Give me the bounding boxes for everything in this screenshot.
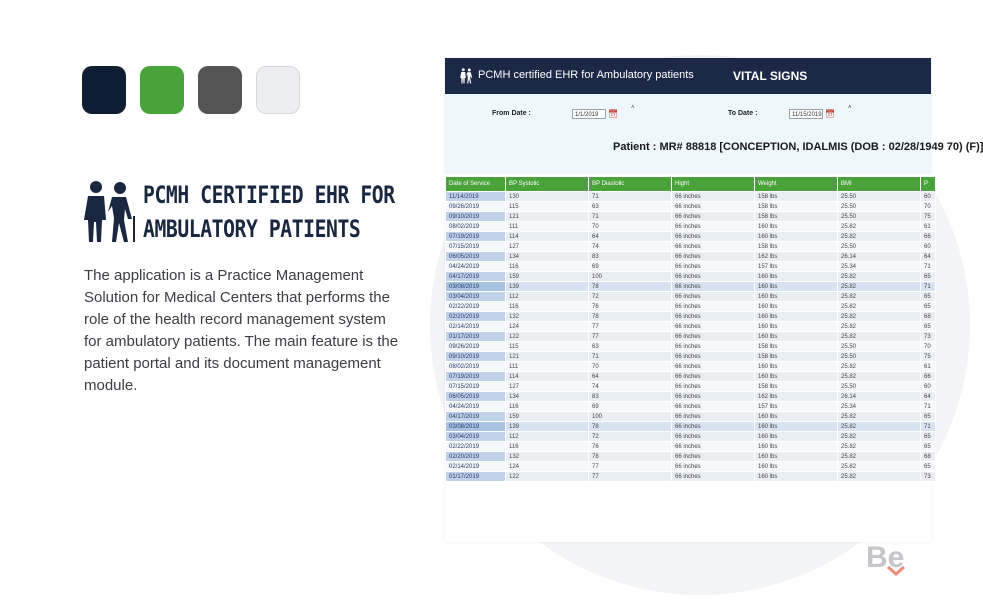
table-cell: 139 — [506, 422, 589, 432]
swatch-dark-gray — [198, 66, 242, 114]
table-cell: 70 — [589, 362, 672, 372]
table-cell: 71 — [921, 262, 936, 272]
table-row[interactable] — [446, 352, 936, 362]
table-cell: 65 — [921, 462, 936, 472]
table-cell: 65 — [921, 412, 936, 422]
table-cell: 160 lbs — [755, 312, 838, 322]
table-cell: 63 — [589, 342, 672, 352]
table-row[interactable] — [446, 412, 936, 422]
table-row[interactable] — [446, 332, 936, 342]
swatch-navy — [82, 66, 126, 114]
from-date-label: From Date : — [492, 110, 531, 117]
table-cell: 66 inches — [672, 212, 755, 222]
table-cell: 71 — [589, 352, 672, 362]
column-header[interactable]: Weight — [755, 177, 838, 192]
table-row[interactable] — [446, 242, 936, 252]
table-cell: 114 — [506, 232, 589, 242]
table-cell: 60 — [921, 192, 936, 202]
table-cell: 25.50 — [838, 242, 921, 252]
table-cell: 122 — [506, 472, 589, 482]
date-cell: 08/02/2019 — [446, 222, 506, 232]
table-row[interactable] — [446, 292, 936, 302]
table-cell: 112 — [506, 432, 589, 442]
date-cell: 02/14/2019 — [446, 322, 506, 332]
table-cell: 115 — [506, 202, 589, 212]
table-cell: 100 — [589, 272, 672, 282]
table-cell: 61 — [921, 222, 936, 232]
table-cell: 25.82 — [838, 282, 921, 292]
date-cell: 09/10/2019 — [446, 212, 506, 222]
table-cell: 121 — [506, 212, 589, 222]
table-cell: 68 — [921, 312, 936, 322]
table-cell: 115 — [506, 342, 589, 352]
app-header — [445, 58, 931, 94]
app-screenshot — [445, 58, 983, 542]
table-cell: 158 lbs — [755, 242, 838, 252]
table-cell: 158 lbs — [755, 202, 838, 212]
table-cell: 158 lbs — [755, 382, 838, 392]
swatch-light-gray — [256, 66, 300, 114]
table-cell: 160 lbs — [755, 372, 838, 382]
table-cell: 116 — [506, 402, 589, 412]
table-cell: 66 inches — [672, 192, 755, 202]
column-header[interactable]: BMI — [838, 177, 921, 192]
table-cell: 160 lbs — [755, 292, 838, 302]
table-cell: 160 lbs — [755, 472, 838, 482]
date-cell: 11/14/2019 — [446, 192, 506, 202]
table-cell: 160 lbs — [755, 272, 838, 282]
date-cell: 03/08/2019 — [446, 282, 506, 292]
date-cell: 03/04/2019 — [446, 292, 506, 302]
date-cell: 02/14/2019 — [446, 462, 506, 472]
page-title: VITAL SIGNS — [733, 69, 808, 83]
hero-description: The application is a Practice Management Solution for Medical Centers that performs the role of the health record management system for ambulatory patients. The main feature is the patient portal and its document management module. — [84, 267, 399, 394]
table-cell: 74 — [589, 382, 672, 392]
table-cell: 75 — [921, 352, 936, 362]
table-cell: 64 — [921, 392, 936, 402]
table-cell: 116 — [506, 302, 589, 312]
date-cell: 03/08/2019 — [446, 422, 506, 432]
table-cell: 66 inches — [672, 292, 755, 302]
table-cell: 78 — [589, 452, 672, 462]
date-cell: 04/24/2019 — [446, 262, 506, 272]
date-cell: 04/24/2019 — [446, 402, 506, 412]
calendar-icon[interactable]: 📅︎ — [608, 109, 619, 118]
table-cell: 25.34 — [838, 402, 921, 412]
date-cell: 04/17/2019 — [446, 412, 506, 422]
table-cell: 66 inches — [672, 222, 755, 232]
table-cell: 78 — [589, 312, 672, 322]
table-cell: 25.82 — [838, 472, 921, 482]
table-cell: 160 lbs — [755, 412, 838, 422]
table-cell: 66 inches — [672, 262, 755, 272]
column-header[interactable]: BP Diastolic — [589, 177, 672, 192]
table-cell: 66 inches — [672, 412, 755, 422]
table-cell: 78 — [589, 282, 672, 292]
table-cell: 25.50 — [838, 202, 921, 212]
table-cell: 66 inches — [672, 362, 755, 372]
table-cell: 71 — [921, 282, 936, 292]
table-cell: 65 — [921, 432, 936, 442]
date-cell: 08/02/2019 — [446, 362, 506, 372]
table-cell: 66 inches — [672, 322, 755, 332]
elderly-people-icon — [84, 180, 138, 244]
table-cell: 73 — [921, 472, 936, 482]
table-cell: 66 inches — [672, 402, 755, 412]
table-cell: 63 — [589, 202, 672, 212]
table-cell: 66 inches — [672, 442, 755, 452]
table-row[interactable] — [446, 452, 936, 462]
table-cell: 114 — [506, 372, 589, 382]
date-cell: 01/17/2019 — [446, 472, 506, 482]
table-row[interactable] — [446, 392, 936, 402]
table-row[interactable] — [446, 422, 936, 432]
table-cell: 66 inches — [672, 252, 755, 262]
table-row[interactable] — [446, 312, 936, 322]
vital-signs-table — [445, 176, 936, 482]
table-cell: 66 inches — [672, 432, 755, 442]
table-cell: 25.82 — [838, 272, 921, 282]
table-cell: 157 lbs — [755, 262, 838, 272]
from-date-dropdown-icon[interactable]: ˄ — [631, 105, 635, 111]
date-cell: 02/20/2019 — [446, 312, 506, 322]
filter-panel — [445, 94, 983, 174]
table-cell: 160 lbs — [755, 432, 838, 442]
table-cell: 25.82 — [838, 412, 921, 422]
table-cell: 65 — [921, 292, 936, 302]
table-cell: 77 — [589, 332, 672, 342]
table-cell: 25.82 — [838, 332, 921, 342]
table-cell: 64 — [589, 232, 672, 242]
table-cell: 70 — [921, 342, 936, 352]
table-cell: 65 — [921, 302, 936, 312]
table-cell: 77 — [589, 322, 672, 332]
table-cell: 158 lbs — [755, 192, 838, 202]
table-cell: 66 inches — [672, 472, 755, 482]
table-row[interactable] — [446, 232, 936, 242]
table-cell: 159 — [506, 272, 589, 282]
table-cell: 66 inches — [672, 382, 755, 392]
table-row[interactable] — [446, 212, 936, 222]
date-cell: 03/04/2019 — [446, 432, 506, 442]
table-row[interactable] — [446, 442, 936, 452]
table-cell: 66 inches — [672, 462, 755, 472]
column-header[interactable]: P — [921, 177, 936, 192]
to-date-label: To Date : — [728, 110, 758, 117]
table-cell: 83 — [589, 252, 672, 262]
table-cell: 158 lbs — [755, 342, 838, 352]
table-cell: 66 inches — [672, 202, 755, 212]
chevron-down-icon — [886, 566, 906, 576]
table-cell: 26.14 — [838, 252, 921, 262]
table-cell: 25.50 — [838, 212, 921, 222]
table-row[interactable] — [446, 342, 936, 352]
behance-logo-icon — [866, 540, 906, 580]
table-cell: 26.14 — [838, 392, 921, 402]
table-cell: 76 — [589, 442, 672, 452]
table-cell: 134 — [506, 392, 589, 402]
table-cell: 66 — [921, 232, 936, 242]
table-row[interactable] — [446, 202, 936, 212]
table-cell: 160 lbs — [755, 322, 838, 332]
table-cell: 71 — [589, 192, 672, 202]
table-cell: 78 — [589, 422, 672, 432]
table-cell: 25.82 — [838, 422, 921, 432]
table-row[interactable] — [446, 402, 936, 412]
table-row[interactable] — [446, 472, 936, 482]
table-cell: 66 inches — [672, 392, 755, 402]
table-cell: 25.82 — [838, 442, 921, 452]
table-cell: 66 inches — [672, 312, 755, 322]
table-cell: 25.82 — [838, 372, 921, 382]
table-cell: 122 — [506, 332, 589, 342]
table-cell: 64 — [589, 372, 672, 382]
table-cell: 66 inches — [672, 372, 755, 382]
table-cell: 132 — [506, 312, 589, 322]
date-cell: 07/15/2019 — [446, 382, 506, 392]
date-cell: 04/17/2019 — [446, 272, 506, 282]
table-cell: 160 lbs — [755, 302, 838, 312]
table-cell: 65 — [921, 272, 936, 282]
to-date-input[interactable]: 11/15/2019 — [789, 109, 823, 119]
from-date-input[interactable]: 1/1/2019 — [572, 109, 606, 119]
to-date-dropdown-icon[interactable]: ˄ — [848, 105, 852, 111]
table-cell: 66 inches — [672, 332, 755, 342]
color-palette — [82, 66, 300, 114]
date-cell: 02/20/2019 — [446, 452, 506, 462]
table-cell: 70 — [921, 202, 936, 212]
table-row[interactable] — [446, 302, 936, 312]
date-cell: 09/10/2019 — [446, 352, 506, 362]
column-header[interactable]: BP Systolic — [506, 177, 589, 192]
table-cell: 69 — [589, 402, 672, 412]
hero-title-line2: AMBULATORY PATIENTS — [143, 215, 361, 243]
table-cell: 66 — [921, 372, 936, 382]
table-cell: 158 lbs — [755, 352, 838, 362]
table-cell: 139 — [506, 282, 589, 292]
table-cell: 157 lbs — [755, 402, 838, 412]
table-cell: 127 — [506, 242, 589, 252]
table-cell: 66 inches — [672, 272, 755, 282]
table-cell: 60 — [921, 242, 936, 252]
table-cell: 74 — [589, 242, 672, 252]
table-cell: 66 inches — [672, 422, 755, 432]
table-row[interactable] — [446, 282, 936, 292]
table-row[interactable] — [446, 322, 936, 332]
table-cell: 25.82 — [838, 452, 921, 462]
date-cell: 02/22/2019 — [446, 442, 506, 452]
table-cell: 25.34 — [838, 262, 921, 272]
table-cell: 71 — [921, 422, 936, 432]
date-cell: 09/26/2019 — [446, 342, 506, 352]
date-cell: 06/05/2019 — [446, 392, 506, 402]
table-cell: 69 — [589, 262, 672, 272]
table-cell: 25.50 — [838, 352, 921, 362]
table-cell: 160 lbs — [755, 282, 838, 292]
table-cell: 73 — [921, 332, 936, 342]
table-cell: 160 lbs — [755, 332, 838, 342]
table-row[interactable] — [446, 192, 936, 202]
table-cell: 112 — [506, 292, 589, 302]
table-cell: 132 — [506, 452, 589, 462]
table-row[interactable] — [446, 222, 936, 232]
date-cell: 06/05/2019 — [446, 252, 506, 262]
table-cell: 160 lbs — [755, 362, 838, 372]
table-cell: 121 — [506, 352, 589, 362]
table-cell: 160 lbs — [755, 462, 838, 472]
calendar-icon[interactable]: 📅︎ — [825, 109, 836, 118]
table-cell: 160 lbs — [755, 422, 838, 432]
table-cell: 25.82 — [838, 462, 921, 472]
table-row[interactable] — [446, 432, 936, 442]
table-cell: 130 — [506, 192, 589, 202]
table-cell: 25.50 — [838, 192, 921, 202]
column-header[interactable]: Hight — [672, 177, 755, 192]
table-cell: 70 — [589, 222, 672, 232]
table-cell: 25.82 — [838, 362, 921, 372]
table-cell: 65 — [921, 322, 936, 332]
table-cell: 25.50 — [838, 342, 921, 352]
table-cell: 77 — [589, 472, 672, 482]
hero-title-line1: PCMH CERTIFIED EHR FOR — [143, 181, 395, 209]
table-cell: 71 — [589, 212, 672, 222]
table-cell: 25.82 — [838, 322, 921, 332]
table-cell: 159 — [506, 412, 589, 422]
table-cell: 75 — [921, 212, 936, 222]
table-cell: 134 — [506, 252, 589, 262]
table-cell: 25.82 — [838, 432, 921, 442]
table-cell: 83 — [589, 392, 672, 402]
app-logo-icon — [460, 68, 474, 84]
table-cell: 66 inches — [672, 342, 755, 352]
table-row[interactable] — [446, 262, 936, 272]
hero-title — [143, 178, 395, 246]
table-cell: 162 lbs — [755, 392, 838, 402]
table-row[interactable] — [446, 372, 936, 382]
date-cell: 01/17/2019 — [446, 332, 506, 342]
patient-info: Patient : MR# 88818 [CONCEPTION, IDALMIS (DOB : 02/28/1949 70) (F)] — [613, 141, 983, 153]
table-body — [446, 192, 936, 482]
table-cell: 72 — [589, 432, 672, 442]
table-cell: 162 lbs — [755, 252, 838, 262]
table-cell: 160 lbs — [755, 232, 838, 242]
table-cell: 25.82 — [838, 292, 921, 302]
table-cell: 111 — [506, 362, 589, 372]
table-cell: 66 inches — [672, 452, 755, 462]
table-cell: 68 — [921, 452, 936, 462]
table-cell: 66 inches — [672, 242, 755, 252]
table-cell: 65 — [921, 442, 936, 452]
table-cell: 25.82 — [838, 312, 921, 322]
date-cell: 07/19/2019 — [446, 232, 506, 242]
table-cell: 25.50 — [838, 382, 921, 392]
table-cell: 111 — [506, 222, 589, 232]
table-cell: 100 — [589, 412, 672, 422]
column-header[interactable]: Date of Service — [446, 177, 506, 192]
app-title: PCMH certified EHR for Ambulatory patients — [478, 69, 694, 81]
table-row[interactable] — [446, 252, 936, 262]
table-cell: 60 — [921, 382, 936, 392]
table-cell: 116 — [506, 442, 589, 452]
table-cell: 116 — [506, 262, 589, 272]
table-cell: 71 — [921, 402, 936, 412]
table-cell: 124 — [506, 462, 589, 472]
table-header-row — [446, 177, 936, 192]
table-cell: 25.82 — [838, 302, 921, 312]
table-cell: 25.82 — [838, 232, 921, 242]
table-cell: 76 — [589, 302, 672, 312]
table-row[interactable] — [446, 382, 936, 392]
table-row[interactable] — [446, 462, 936, 472]
table-cell: 66 inches — [672, 302, 755, 312]
table-cell: 25.82 — [838, 222, 921, 232]
date-cell: 02/22/2019 — [446, 302, 506, 312]
table-row[interactable] — [446, 272, 936, 282]
table-cell: 160 lbs — [755, 442, 838, 452]
table-cell: 127 — [506, 382, 589, 392]
table-cell: 72 — [589, 292, 672, 302]
table-cell: 61 — [921, 362, 936, 372]
table-cell: 66 inches — [672, 282, 755, 292]
table-cell: 77 — [589, 462, 672, 472]
watermark-text: Be — [866, 541, 905, 574]
date-cell: 09/26/2019 — [446, 202, 506, 212]
table-cell: 124 — [506, 322, 589, 332]
date-cell: 07/19/2019 — [446, 372, 506, 382]
swatch-green — [140, 66, 184, 114]
table-cell: 160 lbs — [755, 222, 838, 232]
table-cell: 66 inches — [672, 352, 755, 362]
table-cell: 158 lbs — [755, 212, 838, 222]
table-cell: 64 — [921, 252, 936, 262]
table-cell: 66 inches — [672, 232, 755, 242]
table-row[interactable] — [446, 362, 936, 372]
table-cell: 160 lbs — [755, 452, 838, 462]
date-cell: 07/15/2019 — [446, 242, 506, 252]
